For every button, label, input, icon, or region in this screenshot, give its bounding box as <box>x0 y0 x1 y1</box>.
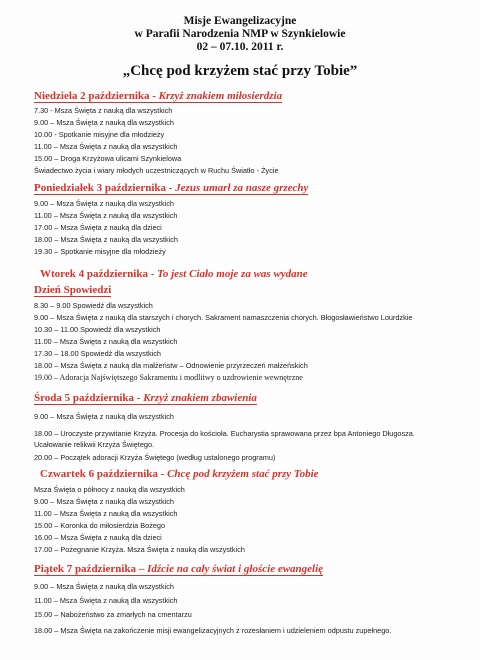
day-heading-thursday <box>40 468 319 480</box>
day-title: Środa 5 października - <box>34 392 141 404</box>
underline <box>34 194 308 195</box>
day-heading-monday <box>34 182 308 194</box>
day-heading-tuesday <box>40 268 308 280</box>
underline <box>34 404 257 405</box>
schedule-item: 9.00 – Msza Święta z nauką dla wszystkich <box>34 118 174 127</box>
header-line-1: Misje Ewangelizacyjne <box>183 15 297 27</box>
day-heading-confession <box>34 284 111 296</box>
day-title: Czwartek 6 października - <box>40 468 165 480</box>
schedule-item: 17.30 – 18.00 Spowiedź dla wszystkich <box>34 349 161 358</box>
day-subtitle: Krzyż znakiem miłosierdzia <box>158 90 283 102</box>
schedule-item: 15.00 – Droga Krzyżowa ulicami Szynkielowa <box>34 154 182 163</box>
schedule-item: 11.00 – Msza Święta z nauką dla wszystkich <box>34 211 178 220</box>
schedule-item: 15.00 – Nabożeństwo za zmarłych na cmentarzu <box>34 610 192 619</box>
day-subtitle: To jest Ciało moje za was wydane <box>157 268 308 280</box>
schedule-item: Świadectwo życia i wiary młodych uczestniczących w Ruchu Światło - Życie <box>34 166 279 175</box>
header-line-3: 02 – 07.10. 2011 r. <box>196 41 284 53</box>
day-subtitle: Krzyż znakiem zbawienia <box>143 392 257 404</box>
schedule-item: 9.00 – Msza Święta z nauką dla wszystkich <box>34 199 174 208</box>
day-subtitle: Chcę pod krzyżem stać przy Tobie <box>167 468 319 480</box>
schedule-item: 7.30 - Msza Święta z nauką dla wszystkich <box>34 106 173 115</box>
schedule-item: 11.00 – Msza Święta z nauką dla wszystkich <box>34 142 178 151</box>
schedule-item: 9.00 – Msza Święta z nauką dla wszystkich <box>34 412 174 421</box>
schedule-item: 10.00 - Spotkanie misyjne dla młodzieży <box>34 130 165 139</box>
schedule-item: 18.00 – Msza Święta na zakończenie misji ewangelizacyjnych z rozesłaniem i udzieleniem odpustu zupełnego. <box>34 626 392 635</box>
schedule-item: 17.00 – Pożegnanie Krzyża. Msza Święta z nauką dla wszystkich <box>34 545 245 554</box>
schedule-item: 9.00 – Msza Święta z nauką dla wszystkich <box>34 582 174 591</box>
header-motto: „Chcę pod krzyżem stać przy Tobie” <box>122 63 358 79</box>
day-subtitle: Jezus umarł za nasze grzechy <box>175 182 309 194</box>
schedule-item: 11.00 – Msza Święta z nauką dla wszystkich <box>34 337 178 346</box>
day-heading-sunday <box>34 90 282 102</box>
schedule-item: 18.00 – Msza Święta z nauką dla wszystkich <box>34 235 178 244</box>
schedule-item: 19.30 – Spotkanie misyjne dla młodzieży <box>34 247 166 256</box>
day-title: Piątek 7 października – <box>34 563 145 575</box>
schedule-item: 15.00 – Koronka do miłosierdzia Bożego <box>34 521 166 530</box>
schedule-item: 16.00 – Msza Święta z nauką dla dzieci <box>34 533 162 542</box>
schedule-item: 18.00 – Msza Święta z nauką dla małżeństw – Odnowienie przyrzeczeń małżeńskich <box>34 361 308 370</box>
header-line-2: w Parafii Narodzenia NMP w Szynkielowie <box>134 28 346 40</box>
underline <box>34 296 111 297</box>
schedule-item: 10.30 – 11.00 Spowiedź dla wszystkich <box>34 325 161 334</box>
schedule-item: 9.00 – Msza Święta z nauką dla starszych i chorych. Sakrament namaszczenia chorych. Błogosławieństwo Lourdzkie <box>34 313 413 322</box>
schedule-item: 20.00 – Początek adoracji Krzyża Świętego (według ustalonego programu) <box>34 453 276 462</box>
underline <box>34 575 323 576</box>
schedule-item: 8.30 – 9.00 Spowiedź dla wszystkich <box>34 301 153 310</box>
day-heading-friday <box>34 563 323 575</box>
day-title: Dzień Spowiedzi <box>34 284 112 296</box>
schedule-item: 9.00 – Msza Święta z nauką dla wszystkich <box>34 497 174 506</box>
day-title: Wtorek 4 października - <box>40 268 155 280</box>
schedule-item: 18.00 – Uroczyste przywitanie Krzyża. Procesja do kościoła. Eucharystia sprawowana przez bpa Antoniego Długosza. Ucałowanie relikwii Krzyża Świętego. <box>34 429 415 449</box>
day-subtitle: Idźcie na cały świat i głoście ewangelię <box>147 563 324 575</box>
day-title: Niedziela 2 października - <box>34 90 156 102</box>
schedule-item: Msza Święta o północy z nauką dla wszystkich <box>34 485 185 494</box>
schedule-item: 19.00 – Adoracja Najświętszego Sakramentu i modlitwy o uzdrowienie wewnętrzne <box>34 373 303 382</box>
day-heading-wednesday <box>34 392 257 404</box>
schedule-item: 11.00 – Msza Święta z nauką dla wszystkich <box>34 509 178 518</box>
schedule-item: 17.00 – Msza Święta z nauką dla dzieci <box>34 223 162 232</box>
day-title: Poniedziałek 3 października - <box>34 182 173 194</box>
underline <box>34 102 282 103</box>
schedule-item: 11.00 – Msza Święta z nauką dla wszystkich <box>34 596 178 605</box>
